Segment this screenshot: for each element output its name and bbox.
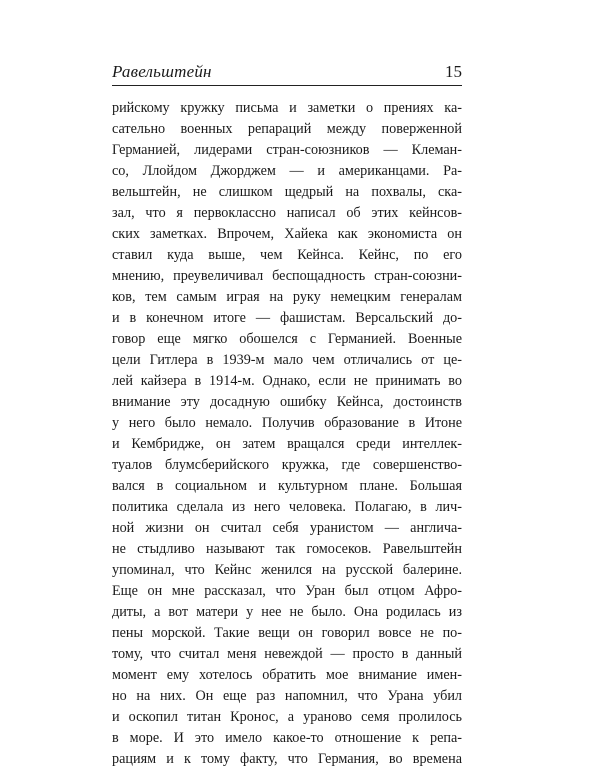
text-line: ков, тем самым играя на руку немецким генералам <box>112 289 462 305</box>
text-line: сательно военных репараций между поверженной <box>112 121 462 137</box>
text-line: вался в социальном и культурном плане. Большая <box>112 478 462 494</box>
text-line: но на них. Он еще раз напомнил, что Урана убил <box>112 688 462 704</box>
text-line: момент ему хотелось обратить мое внимание имен- <box>112 667 462 683</box>
page-number: 15 <box>445 62 462 81</box>
text-line: и оскопил титан Кронос, а ураново семя пролилось <box>112 709 462 725</box>
text-line: лей кайзера в 1914-м. Однако, если не принимать во <box>112 373 462 389</box>
running-head <box>112 62 462 86</box>
text-line: тому, что считал меня невеждой — просто в данный <box>112 646 462 662</box>
text-line: политика сделала из него человека. Полагаю, в лич- <box>112 499 462 515</box>
text-line: у него было немало. Получив образование в Итоне <box>112 415 462 431</box>
text-line: пены морской. Такие вещи он говорил вовсе не по- <box>112 625 462 641</box>
text-line: Еще он мне рассказал, что Уран был отцом Афро- <box>112 583 462 599</box>
text-line: диты, а вот матери у нее не было. Она родилась из <box>112 604 462 620</box>
running-title: Равельштейн <box>112 62 212 81</box>
text-line: не стыдливо называют так гомосеков. Равельштейн <box>112 541 462 557</box>
text-line: цели Гитлера в 1939-м мало чем отличались от це- <box>112 352 462 368</box>
text-line: говор еще мягко обошелся с Германией. Военные <box>112 331 462 347</box>
text-line: рийскому кружку письма и заметки о прениях ка- <box>112 100 462 116</box>
text-line: в море. И это имело какое-то отношение к репа- <box>112 730 462 746</box>
text-line: рациям и к тому факту, что Германия, во времена <box>112 751 462 767</box>
text-line: вельштейн, не слишком щедрый на похвалы, ска- <box>112 184 462 200</box>
body-text <box>112 98 462 770</box>
text-line: ставил куда выше, чем Кейнса. Кейнс, по его <box>112 247 462 263</box>
text-line: зал, что я первоклассно написал об этих кейнсов- <box>112 205 462 221</box>
text-line: и в конечном итоге — фашистам. Версальский до- <box>112 310 462 326</box>
text-line: туалов блумсберийского кружка, где совершенство- <box>112 457 462 473</box>
text-line: ной жизни он считал себя уранистом — англича- <box>112 520 462 536</box>
text-line: со, Ллойдом Джорджем — и американцами. Ра- <box>112 163 462 179</box>
text-line: упоминал, что Кейнс женился на русской балерине. <box>112 562 462 578</box>
text-line: и Кембридже, он затем вращался среди интеллек- <box>112 436 462 452</box>
text-line: Германией, лидерами стран-союзников — Клеман- <box>112 142 462 158</box>
text-line: внимание эту досадную ошибку Кейнса, достоинств <box>112 394 462 410</box>
text-line: ских заметках. Впрочем, Хайека как экономиста он <box>112 226 462 242</box>
text-line: мнению, преувеличивал беспощадность стран-союзни- <box>112 268 462 284</box>
header-divider <box>112 85 462 86</box>
